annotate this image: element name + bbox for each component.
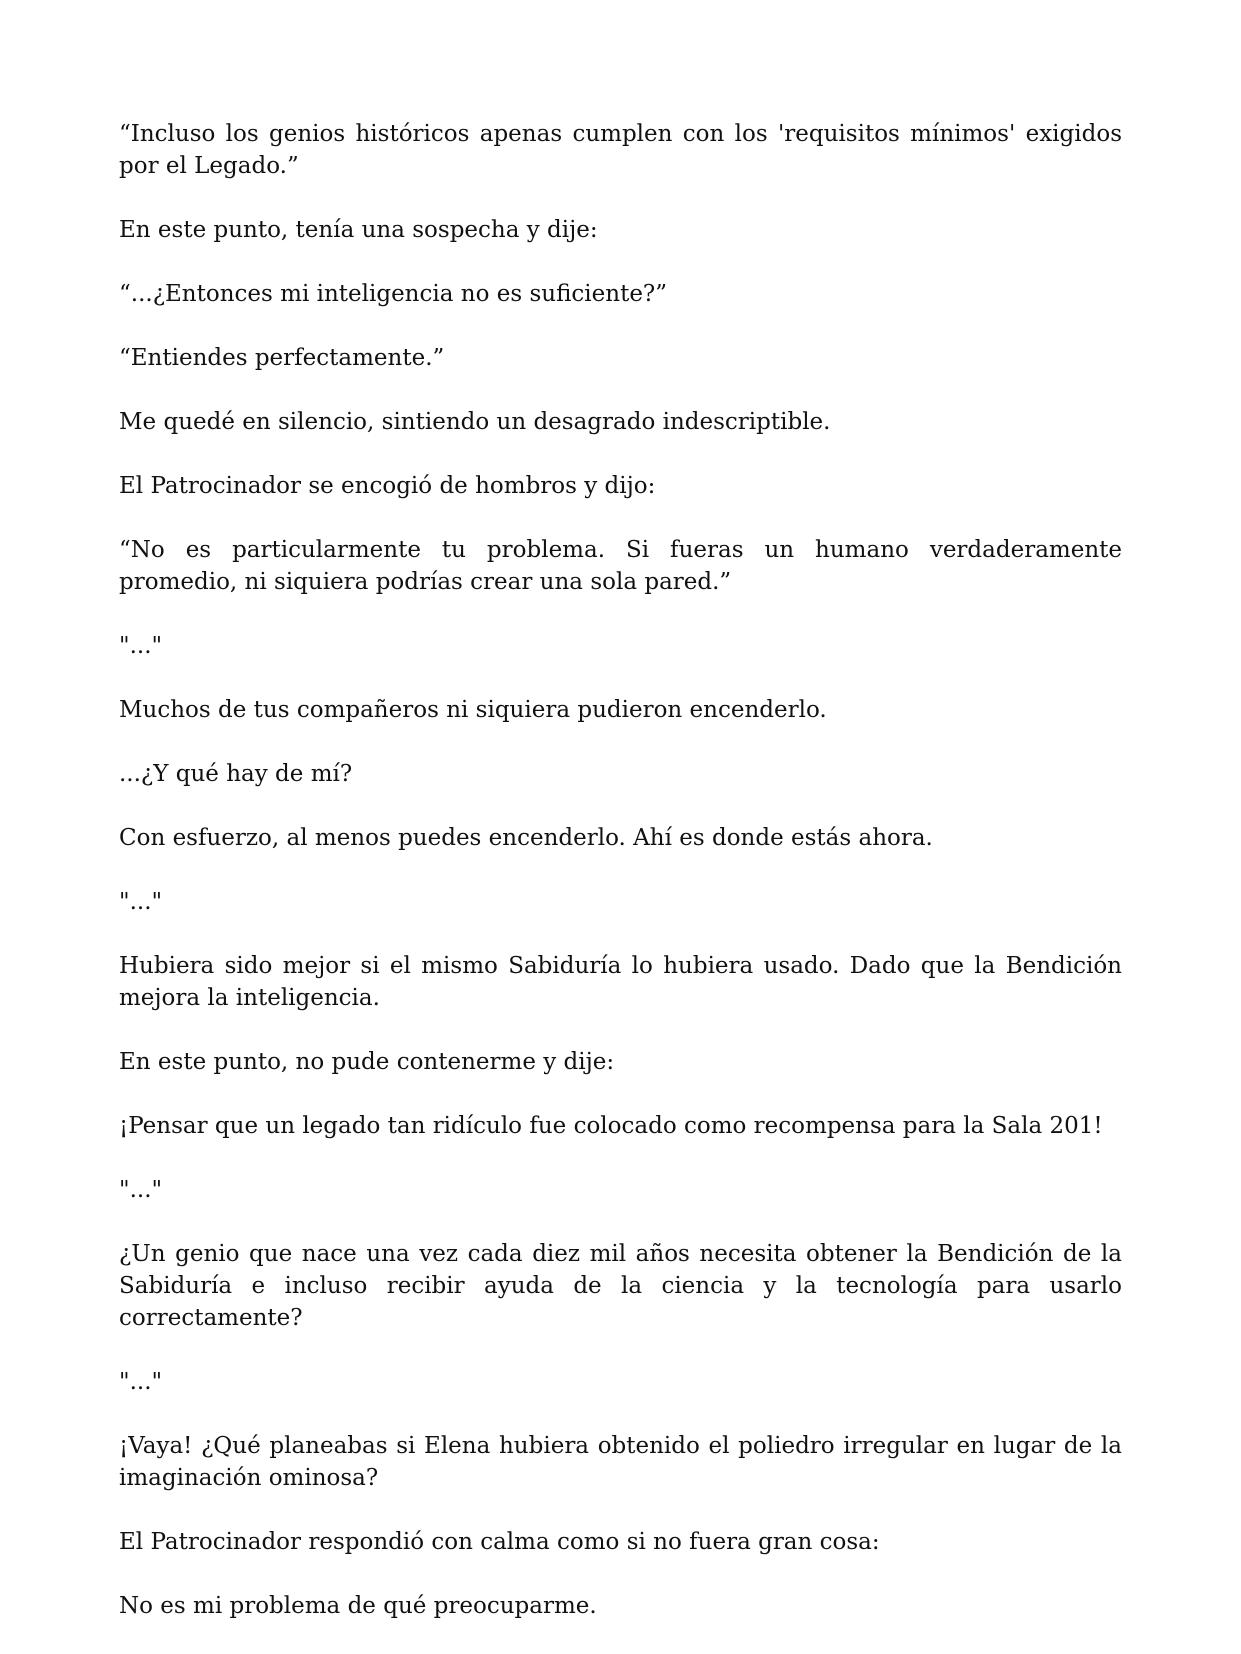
paragraph: "..." [119, 633, 163, 659]
paragraph: "..." [119, 1177, 163, 1203]
paragraph: Con esfuerzo, al menos puedes encenderlo. Ahí es donde estás ahora. [119, 825, 933, 851]
paragraph: En este punto, tenía una sospecha y dije: [119, 217, 598, 243]
paragraph: “No es particularmente tu problema. Si fueras un humano verdaderamente promedio, ni siquiera podrías crear una sola pared.” [119, 537, 1122, 595]
paragraph: El Patrocinador respondió con calma como si no fuera gran cosa: [119, 1529, 880, 1555]
paragraph: El Patrocinador se encogió de hombros y dijo: [119, 473, 656, 499]
document-page [119, 118, 1122, 1654]
paragraph: ¡Pensar que un legado tan ridículo fue colocado como recompensa para la Sala 201! [119, 1113, 1103, 1139]
paragraph: Hubiera sido mejor si el mismo Sabiduría lo hubiera usado. Dado que la Bendición mejora la inteligencia. [119, 953, 1122, 1011]
paragraph: ¿Un genio que nace una vez cada diez mil años necesita obtener la Bendición de la Sabiduría e incluso recibir ayuda de la ciencia y la tecnología para usarlo correctamente? [119, 1241, 1122, 1331]
paragraph: Me quedé en silencio, sintiendo un desagrado indescriptible. [119, 409, 831, 435]
paragraph: "..." [119, 1369, 163, 1395]
paragraph: “Entiendes perfectamente.” [119, 345, 445, 371]
paragraph: "..." [119, 889, 163, 915]
paragraph: “Incluso los genios históricos apenas cumplen con los 'requisitos mínimos' exigidos por el Legado.” [119, 121, 1122, 179]
paragraph: “...¿Entonces mi inteligencia no es suficiente?” [119, 281, 668, 307]
paragraph: No es mi problema de qué preocuparme. [119, 1593, 597, 1619]
paragraph: ...¿Y qué hay de mí? [119, 761, 353, 787]
paragraph: Muchos de tus compañeros ni siquiera pudieron encenderlo. [119, 697, 827, 723]
paragraph: En este punto, no pude contenerme y dije: [119, 1049, 615, 1075]
paragraph: ¡Vaya! ¿Qué planeabas si Elena hubiera obtenido el poliedro irregular en lugar de la imaginación ominosa? [119, 1433, 1122, 1491]
